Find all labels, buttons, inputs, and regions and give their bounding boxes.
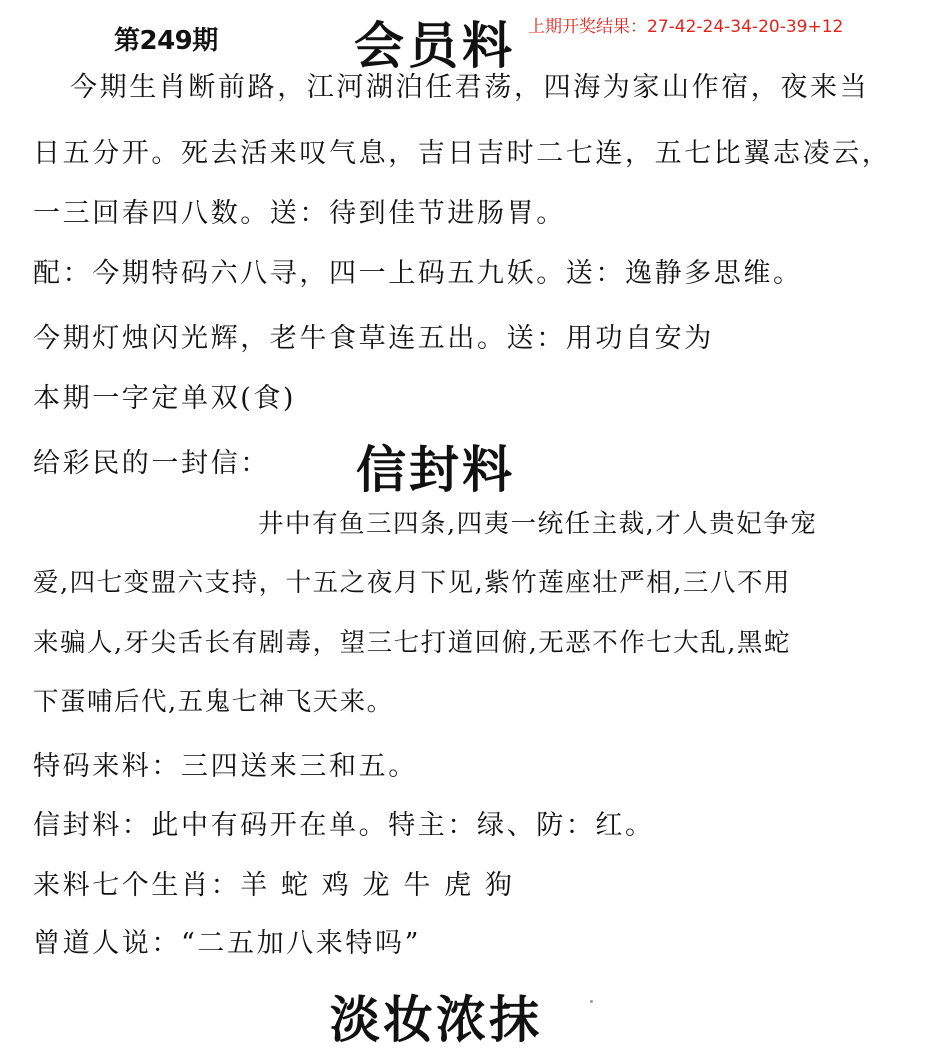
envelope-note: 信封料：此中有码开在单。特主：绿、防：红。	[33, 810, 655, 841]
taoist-saying: 曾道人说：“二五加八来特吗”	[33, 928, 422, 959]
member-line-4: 配：今期特码六八寻，四一上码五九妖。送：逸静多思维。	[33, 258, 803, 289]
issue-number: 第249期	[114, 26, 218, 56]
speck-mark	[590, 1000, 593, 1003]
member-line-6: 本期一字定单双(食)	[33, 383, 297, 414]
last-draw-result: 上期开奖结果：27-42-24-34-20-39+12	[528, 17, 844, 37]
member-line-2: 日五分开。死去活来叹气息，吉日吉时二七连，五七比翼志凌云，	[33, 138, 892, 169]
member-line-5: 今期灯烛闪光辉，老牛食草连五出。送：用功自安为	[33, 323, 714, 354]
letter-line-1: 井中有鱼三四条,四夷一统任主裁,才人贵妃争宠	[258, 509, 818, 539]
letter-line-3: 来骗人,牙尖舌长有剧毒，望三七打道回俯,无恶不作七大乱,黑蛇	[33, 628, 791, 658]
member-line-1: 今期生肖断前路，江河湖泊任君荡，四海为家山作宿，夜来当	[70, 72, 870, 103]
letter-label: 给彩民的一封信：	[33, 448, 270, 479]
envelope-title: 信封料	[356, 440, 515, 499]
special-source: 特码来料：三四送来三和五。	[33, 751, 418, 782]
footer-title: 淡妆浓抹	[330, 990, 542, 1049]
letter-line-2: 爱,四七变盟六支持，十五之夜月下见,紫竹莲座壮严相,三八不用	[33, 568, 791, 598]
zodiac-list: 来料七个生肖：羊 蛇 鸡 龙 牛 虎 狗	[33, 870, 515, 901]
letter-line-4: 下蛋哺后代,五鬼七神飞天来。	[33, 687, 394, 717]
member-line-3: 一三回春四八数。送：待到佳节进肠胃。	[33, 198, 566, 229]
page-title: 会员料	[354, 16, 516, 75]
